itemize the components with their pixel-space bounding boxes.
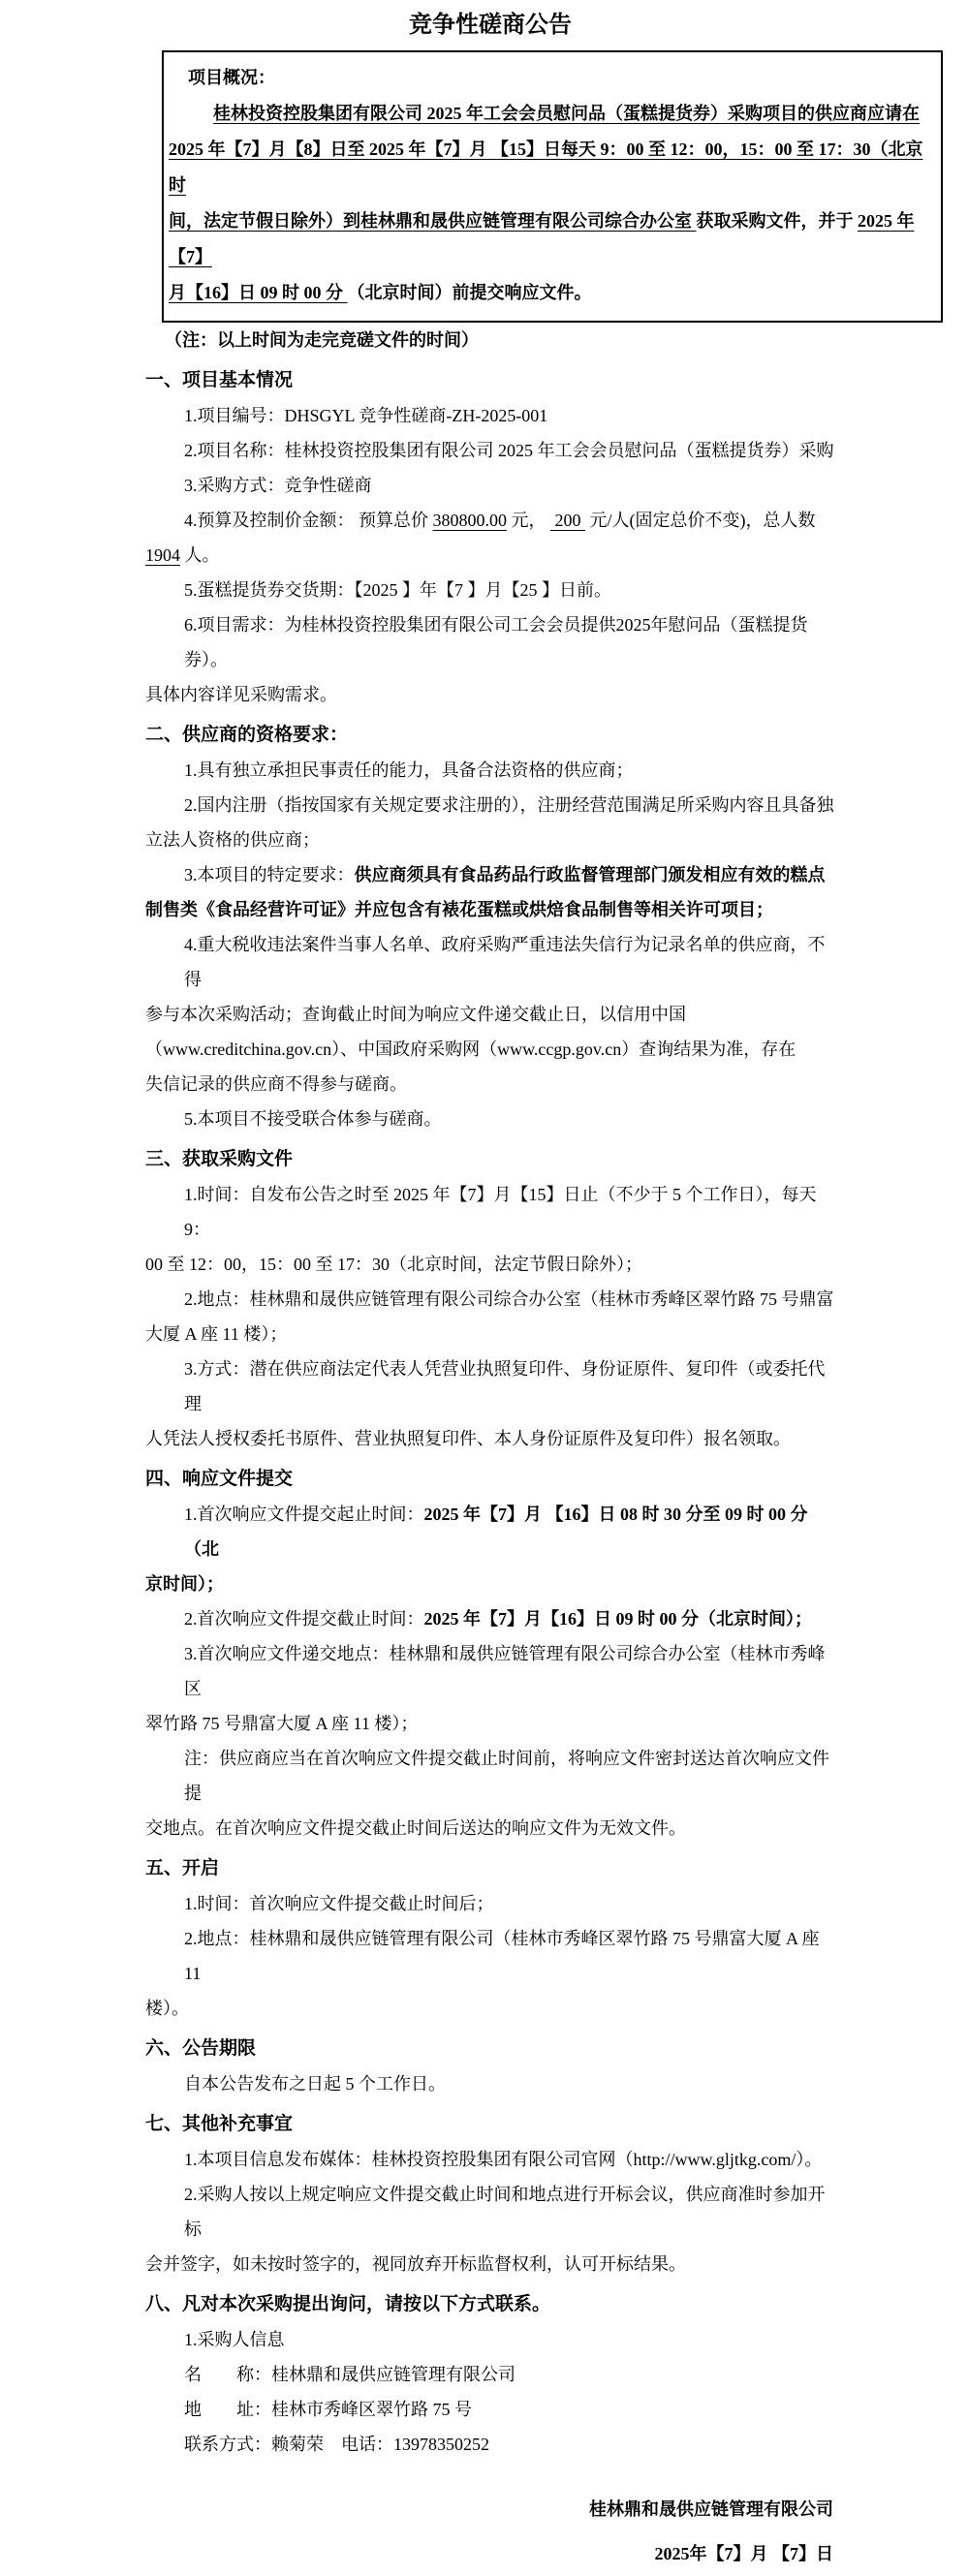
text-line bbox=[145, 1247, 835, 1282]
section-heading-1 bbox=[145, 363, 835, 398]
signature-date bbox=[145, 2531, 835, 2576]
text-run: 参与本次采购活动；查询截止时间为响应文件递交截止日，以信用中国 bbox=[145, 1005, 686, 1024]
text-run: 380800.00 bbox=[432, 511, 507, 530]
text-run: 2025 年【7】月【16】日 09 时 00 分（北京时间）； bbox=[423, 1609, 812, 1629]
text-run: 联系方式：赖菊荣 电话：13978350252 bbox=[184, 2435, 489, 2454]
text-line bbox=[145, 1351, 835, 1421]
text-run: 1.时间：首次响应文件提交截止时间后； bbox=[184, 1894, 494, 1913]
text-run: 2.项目名称：桂林投资控股集团有限公司 2025 年工会会员慰问品（蛋糕提货券）采购 bbox=[184, 441, 834, 460]
text-run: 具体内容详见采购需求。 bbox=[145, 685, 337, 704]
text-run: 1.具有独立承担民事责任的能力，具备合法资格的供应商； bbox=[184, 760, 634, 780]
text-line bbox=[145, 1102, 835, 1136]
text-run: 1.首次响应文件提交起止时间： bbox=[184, 1505, 424, 1524]
text-run: 人凭法人授权委托书原件、营业执照复印件、本人身份证原件及复印件）报名领取。 bbox=[145, 1429, 791, 1448]
text-line bbox=[169, 132, 929, 203]
text-run: 2025年【7】月 【7】日 bbox=[654, 2544, 833, 2563]
text-run: 八、凡对本次采购提出询问，请按以下方式联系。 bbox=[145, 2294, 551, 2314]
text-line bbox=[145, 1886, 835, 1921]
text-run: 失信记录的供应商不得参与磋商。 bbox=[145, 1074, 407, 1094]
text-line bbox=[145, 538, 835, 573]
text-line bbox=[145, 2066, 835, 2101]
text-run: 2.地点：桂林鼎和晟供应链管理有限公司（桂林市秀峰区翠竹路 75 号鼎富大厦 A 座 11 bbox=[184, 1929, 825, 1983]
text-run: 制售类《食品经营许可证》并应包含有裱花蛋糕或烘焙食品制售等相关许可项目； bbox=[145, 900, 773, 919]
note-line bbox=[145, 323, 835, 357]
text-line bbox=[145, 1601, 835, 1636]
text-line bbox=[145, 1497, 835, 1567]
text-line bbox=[169, 96, 929, 132]
text-run: 元， bbox=[507, 511, 550, 530]
text-line bbox=[169, 275, 929, 311]
text-line bbox=[145, 857, 835, 892]
text-run: 2.采购人按以上规定响应文件提交截止时间和地点进行开标会议，供应商准时参加开标 bbox=[184, 2185, 826, 2239]
text-line bbox=[145, 573, 835, 607]
text-run: 2025 年【7】月 【16】日 08 时 30 分至 09 时 00 分（北 bbox=[184, 1505, 808, 1559]
text-line bbox=[145, 503, 835, 538]
text-run: 1.时间：自发布公告之时至 2025 年【7】月【15】日止（不少于 5 个工作日），每天 9： bbox=[184, 1185, 821, 1239]
text-run: 6.项目需求：为桂林投资控股集团有限公司工会会员提供2025年慰问品（蛋糕提货券）。 bbox=[184, 615, 808, 669]
document-footer bbox=[145, 2487, 835, 2576]
text-run: 二、供应商的资格要求： bbox=[145, 725, 349, 745]
text-run: 3.采购方式：竞争性磋商 bbox=[184, 476, 372, 495]
text-line bbox=[145, 1636, 835, 1706]
section-heading-7 bbox=[145, 2107, 835, 2142]
section-heading-5 bbox=[145, 1851, 835, 1886]
text-run: 2025 年【7】月【8】日至 2025 年【7】月 【15】日每天 9：00 至 12：00，15：00 至 17：30（北京时 bbox=[169, 140, 923, 195]
text-run: 200 bbox=[550, 511, 585, 530]
text-line bbox=[145, 1177, 835, 1247]
text-run: 名 称：桂林鼎和晟供应链管理有限公司 bbox=[184, 2365, 515, 2384]
text-run: （北京时间）前提交响应文件。 bbox=[347, 283, 592, 302]
text-run: 立法人资格的供应商； bbox=[145, 830, 320, 850]
text-line bbox=[145, 2247, 835, 2281]
text-run: 注：供应商应当在首次响应文件提交截止时间前，将响应文件密封送达首次响应文件提 bbox=[184, 1749, 829, 1803]
text-run: 1904 bbox=[145, 545, 180, 565]
section-heading-8 bbox=[145, 2287, 835, 2322]
text-line bbox=[145, 822, 835, 857]
text-run: （www.creditchina.gov.cn）、中国政府采购网（www.ccgp.gov.cn）查询结果为准，存在 bbox=[145, 1040, 796, 1059]
text-line bbox=[145, 892, 835, 927]
text-run: 三、获取采购文件 bbox=[145, 1149, 294, 1169]
text-run: 自本公告发布之日起 5 个工作日。 bbox=[184, 2074, 446, 2094]
text-run: 元/人(固定总价不变)，总人数 bbox=[585, 511, 816, 530]
text-line bbox=[145, 1741, 835, 1811]
project-overview-box bbox=[162, 50, 943, 323]
text-run: 2.国内注册（指按国家有关规定要求注册的），注册经营范围满足所采购内容且具备独 bbox=[184, 795, 834, 815]
text-run: 大厦 A 座 11 楼）； bbox=[145, 1324, 288, 1344]
text-run: 2.首次响应文件提交截止时间： bbox=[184, 1609, 424, 1629]
text-run: 3.首次响应文件递交地点：桂林鼎和晟供应链管理有限公司综合办公室（桂林市秀峰区 bbox=[184, 1644, 826, 1698]
text-run: 翠竹路 75 号鼎富大厦 A 座 11 楼）； bbox=[145, 1714, 419, 1733]
text-line bbox=[145, 398, 835, 433]
text-run: 2.地点：桂林鼎和晟供应链管理有限公司综合办公室（桂林市秀峰区翠竹路 75 号鼎富 bbox=[184, 1289, 834, 1309]
signature-company bbox=[145, 2487, 835, 2531]
purchaser-contact bbox=[145, 2427, 835, 2462]
text-run: 5.本项目不接受联合体参与磋商。 bbox=[184, 1109, 442, 1129]
purchaser-address bbox=[145, 2392, 835, 2427]
purchaser-name bbox=[145, 2357, 835, 2392]
text-run: 桂林投资控股集团有限公司 2025 年工会会员慰问品（蛋糕提货券）采购项目的供应商应请在 bbox=[213, 104, 920, 123]
text-run: 1.项目编号：DHSGYL 竞争性磋商-ZH-2025-001 bbox=[184, 406, 548, 425]
text-line bbox=[145, 607, 835, 677]
text-run: 2025 年【7】 bbox=[169, 211, 915, 266]
text-line bbox=[145, 788, 835, 822]
box-label bbox=[169, 60, 929, 96]
text-line bbox=[145, 677, 835, 712]
text-line bbox=[145, 1317, 835, 1351]
text-line bbox=[145, 997, 835, 1032]
section-heading-4 bbox=[145, 1462, 835, 1497]
text-line bbox=[145, 1421, 835, 1456]
text-line bbox=[145, 1567, 835, 1601]
text-run: 桂林鼎和晟供应链管理有限公司 bbox=[589, 2499, 833, 2519]
text-run: 项目概况： bbox=[188, 68, 275, 87]
text-line bbox=[145, 1921, 835, 1991]
text-line bbox=[145, 1706, 835, 1741]
text-line bbox=[145, 1811, 835, 1846]
text-run: 地 址：桂林市秀峰区翠竹路 75 号 bbox=[184, 2400, 472, 2419]
text-run: 会并签字，如未按时签字的，视同放弃开标监督权利，认可开标结果。 bbox=[145, 2254, 686, 2274]
text-line bbox=[145, 1032, 835, 1067]
text-run: 月【16】日 09 时 00 分 bbox=[169, 283, 348, 302]
text-run: 供应商须具有食品药品行政监督管理部门颁发相应有效的糕点 bbox=[354, 865, 826, 885]
text-line bbox=[145, 1991, 835, 2026]
text-run: 楼）。 bbox=[145, 1999, 189, 2018]
text-run: 3.本项目的特定要求： bbox=[184, 865, 355, 885]
text-run: 四、响应文件提交 bbox=[145, 1469, 294, 1489]
text-line bbox=[145, 753, 835, 788]
text-run: 3.方式：潜在供应商法定代表人凭营业执照复印件、身份证原件、复印件（或委托代理 bbox=[184, 1359, 826, 1413]
text-run: 1.本项目信息发布媒体：桂林投资控股集团有限公司官网（http://www.gljtkg.com/）。 bbox=[184, 2150, 823, 2169]
text-run: 人。 bbox=[180, 545, 220, 565]
text-line bbox=[145, 1282, 835, 1317]
text-run: 五、开启 bbox=[145, 1858, 220, 1878]
text-run: 交地点。在首次响应文件提交截止时间后送达的响应文件为无效文件。 bbox=[145, 1818, 686, 1838]
section-heading-2 bbox=[145, 718, 835, 753]
page-title: 竞争性磋商公告 bbox=[409, 13, 572, 38]
text-run: 一、项目基本情况 bbox=[145, 370, 294, 390]
text-run: 1.采购人信息 bbox=[184, 2330, 285, 2349]
text-run: 间，法定节假日除外）到桂林鼎和晟供应链管理有限公司综合办公室 bbox=[169, 211, 697, 231]
section-heading-3 bbox=[145, 1142, 835, 1177]
text-run: 七、其他补充事宜 bbox=[145, 2114, 294, 2134]
text-run: 00 至 12：00，15：00 至 17：30（北京时间，法定节假日除外）； bbox=[145, 1255, 642, 1274]
text-run: 京时间）； bbox=[145, 1574, 224, 1594]
text-line bbox=[145, 433, 835, 468]
text-line bbox=[145, 468, 835, 503]
text-line bbox=[145, 2177, 835, 2247]
text-run: 5.蛋糕提货券交货期：【2025 】年【7 】月【25 】日前。 bbox=[184, 580, 611, 600]
text-line bbox=[145, 2322, 835, 2357]
section-heading-6 bbox=[145, 2032, 835, 2066]
text-run: 4.预算及控制价金额： 预算总价 bbox=[184, 511, 433, 530]
text-run: 4.重大税收违法案件当事人名单、政府采购严重违法失信行为记录名单的供应商，不得 bbox=[184, 935, 826, 989]
document-body bbox=[145, 323, 835, 2462]
text-run: （注：以上时间为走完竞磋文件的时间） bbox=[165, 330, 479, 350]
text-line bbox=[145, 1067, 835, 1102]
text-run: 六、公告期限 bbox=[145, 2038, 257, 2059]
text-line bbox=[169, 203, 929, 275]
text-run: 获取采购文件，并于 bbox=[696, 211, 858, 231]
text-line bbox=[145, 2142, 835, 2177]
text-line bbox=[145, 927, 835, 997]
